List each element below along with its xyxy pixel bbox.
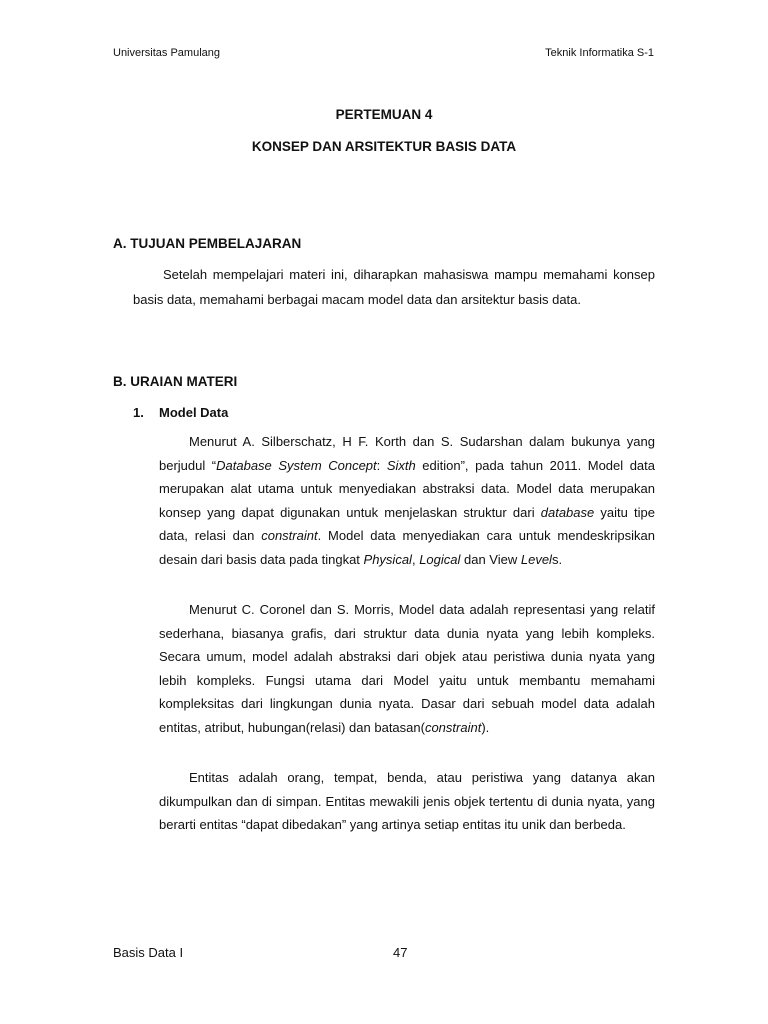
text-run: Setelah mempelajari materi ini, diharapkan mahasiswa mampu memahami konsep basis data, memahami berbagai macam model data dan arsitektur basis data.: [133, 267, 655, 307]
model-data-paragraph-3: [159, 766, 655, 837]
italic-term: database: [540, 504, 595, 520]
model-data-paragraph-2: [159, 598, 655, 739]
text-run: Menurut C. Coronel dan S. Morris, Model data adalah representasi yang relatif sederhana, biasanya grafis, dari struktur data dunia nyata yang lebih kompleks. Secara umum, model adalah abstraksi dari objek atau peristiwa dunia nyata yang lebih kompleks. Fungsi utama dari Model yaitu untuk membantu memahami kompleksitas dari lingkungan dunia nyata. Dasar dari sebuah model data adalah entitas, atribut, hubungan(relasi) dan batasan(: [159, 602, 655, 735]
page-number: 47: [393, 945, 408, 960]
running-header-right: Teknik Informatika S-1: [545, 47, 654, 59]
italic-term: Database System Concept: [216, 457, 377, 473]
text-run: Entitas adalah orang, tempat, benda, atau peristiwa yang datanya akan dikumpulkan dan di simpan. Entitas mewakili jenis objek tertentu di dunia nyata, yang berarti entitas “dapat dibedakan” yang artinya setiap entitas itu unik dan berbeda.: [159, 770, 655, 832]
running-header-left: Universitas Pamulang: [113, 47, 220, 59]
subsection-heading: [133, 405, 228, 420]
text-run: :: [376, 457, 387, 473]
text-run: . Model data menyediakan cara untuk mendeskripsikan desain dari basis data pada tingkat: [159, 528, 655, 567]
text-run: Menurut A. Silberschatz, H F. Korth dan S. Sudarshan dalam bukunya yang berjudul “: [159, 434, 655, 473]
italic-term: Sixth: [386, 457, 416, 473]
text-run: ).: [481, 719, 490, 735]
footer-course: Basis Data I: [113, 945, 184, 960]
italic-term: Physical: [363, 551, 412, 567]
chapter-title: KONSEP DAN ARSITEKTUR BASIS DATA: [251, 139, 517, 154]
subsection-title: Model Data: [159, 405, 229, 420]
text-run: ,: [411, 551, 420, 567]
subsection-number: 1.: [133, 405, 144, 420]
section-b-heading: B. URAIAN MATERI: [113, 374, 238, 389]
text-run: edition”, pada tahun 2011. Model data merupakan alat utama untuk menyediakan abstraksi data. Model data merupakan konsep yang dapat digunakan untuk menjelaskan struktur dari: [159, 457, 655, 520]
italic-term: constraint: [261, 528, 318, 543]
italic-term: Level: [520, 551, 552, 567]
learning-objective-paragraph: [133, 263, 655, 312]
italic-term: Logical: [419, 551, 461, 567]
section-a-heading: A. TUJUAN PEMBELAJARAN: [113, 236, 302, 251]
text-run: s.: [551, 551, 563, 567]
meeting-heading: PERTEMUAN 4: [335, 107, 433, 122]
text-run: yaitu tipe data, relasi dan: [159, 504, 655, 543]
italic-term: constraint: [424, 719, 482, 735]
text-run: dan View: [460, 551, 521, 567]
model-data-paragraph-1: [159, 430, 655, 571]
